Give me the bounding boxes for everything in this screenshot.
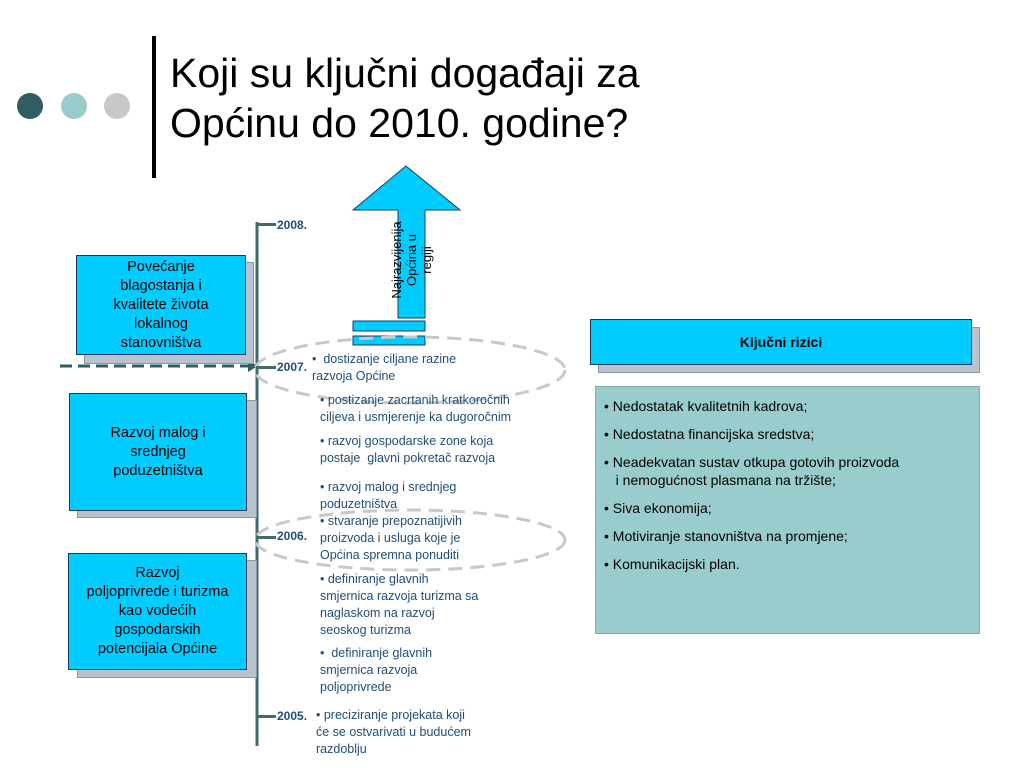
title-line-2: Općinu do 2010. godine? bbox=[170, 100, 629, 146]
goal-item: • postizanje zacrtanih kratkoročnih ciljeva i usmjerenje ka dugoročnim bbox=[320, 393, 512, 424]
year-label-2007: 2007. bbox=[277, 360, 308, 374]
timeline-tick-2005 bbox=[256, 715, 276, 718]
risk-item: • Neadekvatan sustav otkupa gotovih proizvoda i nemogućnost plasmana na tržište; bbox=[604, 454, 900, 488]
goal-item: • razvoj gospodarske zone koja postaje glavni pokretač razvoja bbox=[320, 434, 496, 465]
goal-item: • definiranje glavnih smjernica razvoja turizma sa naglaskom na razvoj seoskog turizma bbox=[320, 572, 479, 637]
year-label-2008: 2008. bbox=[277, 218, 308, 232]
arrow-bar-1 bbox=[353, 321, 425, 331]
goal-item: • razvoj malog i srednjeg poduzetništva bbox=[320, 480, 457, 511]
goal-item: • preciziranje projekata koji će se ostvarivati u budućem razdoblju bbox=[316, 708, 471, 756]
risk-item: • Komunikacijski plan. bbox=[604, 556, 740, 572]
arrow-label: Najrazvijenija Općina u regiji bbox=[388, 221, 434, 299]
title-line-1: Koji su ključni događaji za bbox=[170, 50, 640, 96]
year-label-2005: 2005. bbox=[277, 709, 308, 723]
goal-item: • definiranje glavnih smjernica razvoja poljoprivrede bbox=[320, 646, 433, 694]
risks-panel bbox=[595, 386, 980, 634]
risk-item: • Nedostatna financijska sredstva; bbox=[604, 426, 815, 442]
goal-box-wellbeing: Povećanje blagostanja i kvalitete života lokalnog stanovništva bbox=[76, 255, 246, 355]
risk-item: • Motiviranje stanovništva na promjene; bbox=[604, 528, 848, 544]
timeline-tick-2007 bbox=[256, 366, 276, 369]
timeline-tick-2006 bbox=[256, 536, 276, 539]
risk-item: • Nedostatak kvalitetnih kadrova; bbox=[604, 398, 808, 414]
timeline-tick-2008 bbox=[256, 223, 276, 226]
goal-item: • stvaranje prepoznatijivih proizvoda i usluga koje je Općina spremna ponuditi bbox=[320, 514, 462, 562]
goal-box-entrepreneurship: Razvoj malog i srednjeg poduzetništva bbox=[69, 393, 247, 511]
goal-box-agriculture-tourism: Razvoj poljoprivrede i turizma kao vodećih gospodarskih potencijala Općine bbox=[68, 553, 247, 670]
goal-item: • dostizanje ciljane razine razvoja Općine bbox=[312, 352, 457, 383]
year-label-2006: 2006. bbox=[277, 529, 308, 543]
risk-item: • Siva ekonomija; bbox=[604, 500, 712, 516]
risks-header: Ključni rizici bbox=[590, 319, 972, 365]
